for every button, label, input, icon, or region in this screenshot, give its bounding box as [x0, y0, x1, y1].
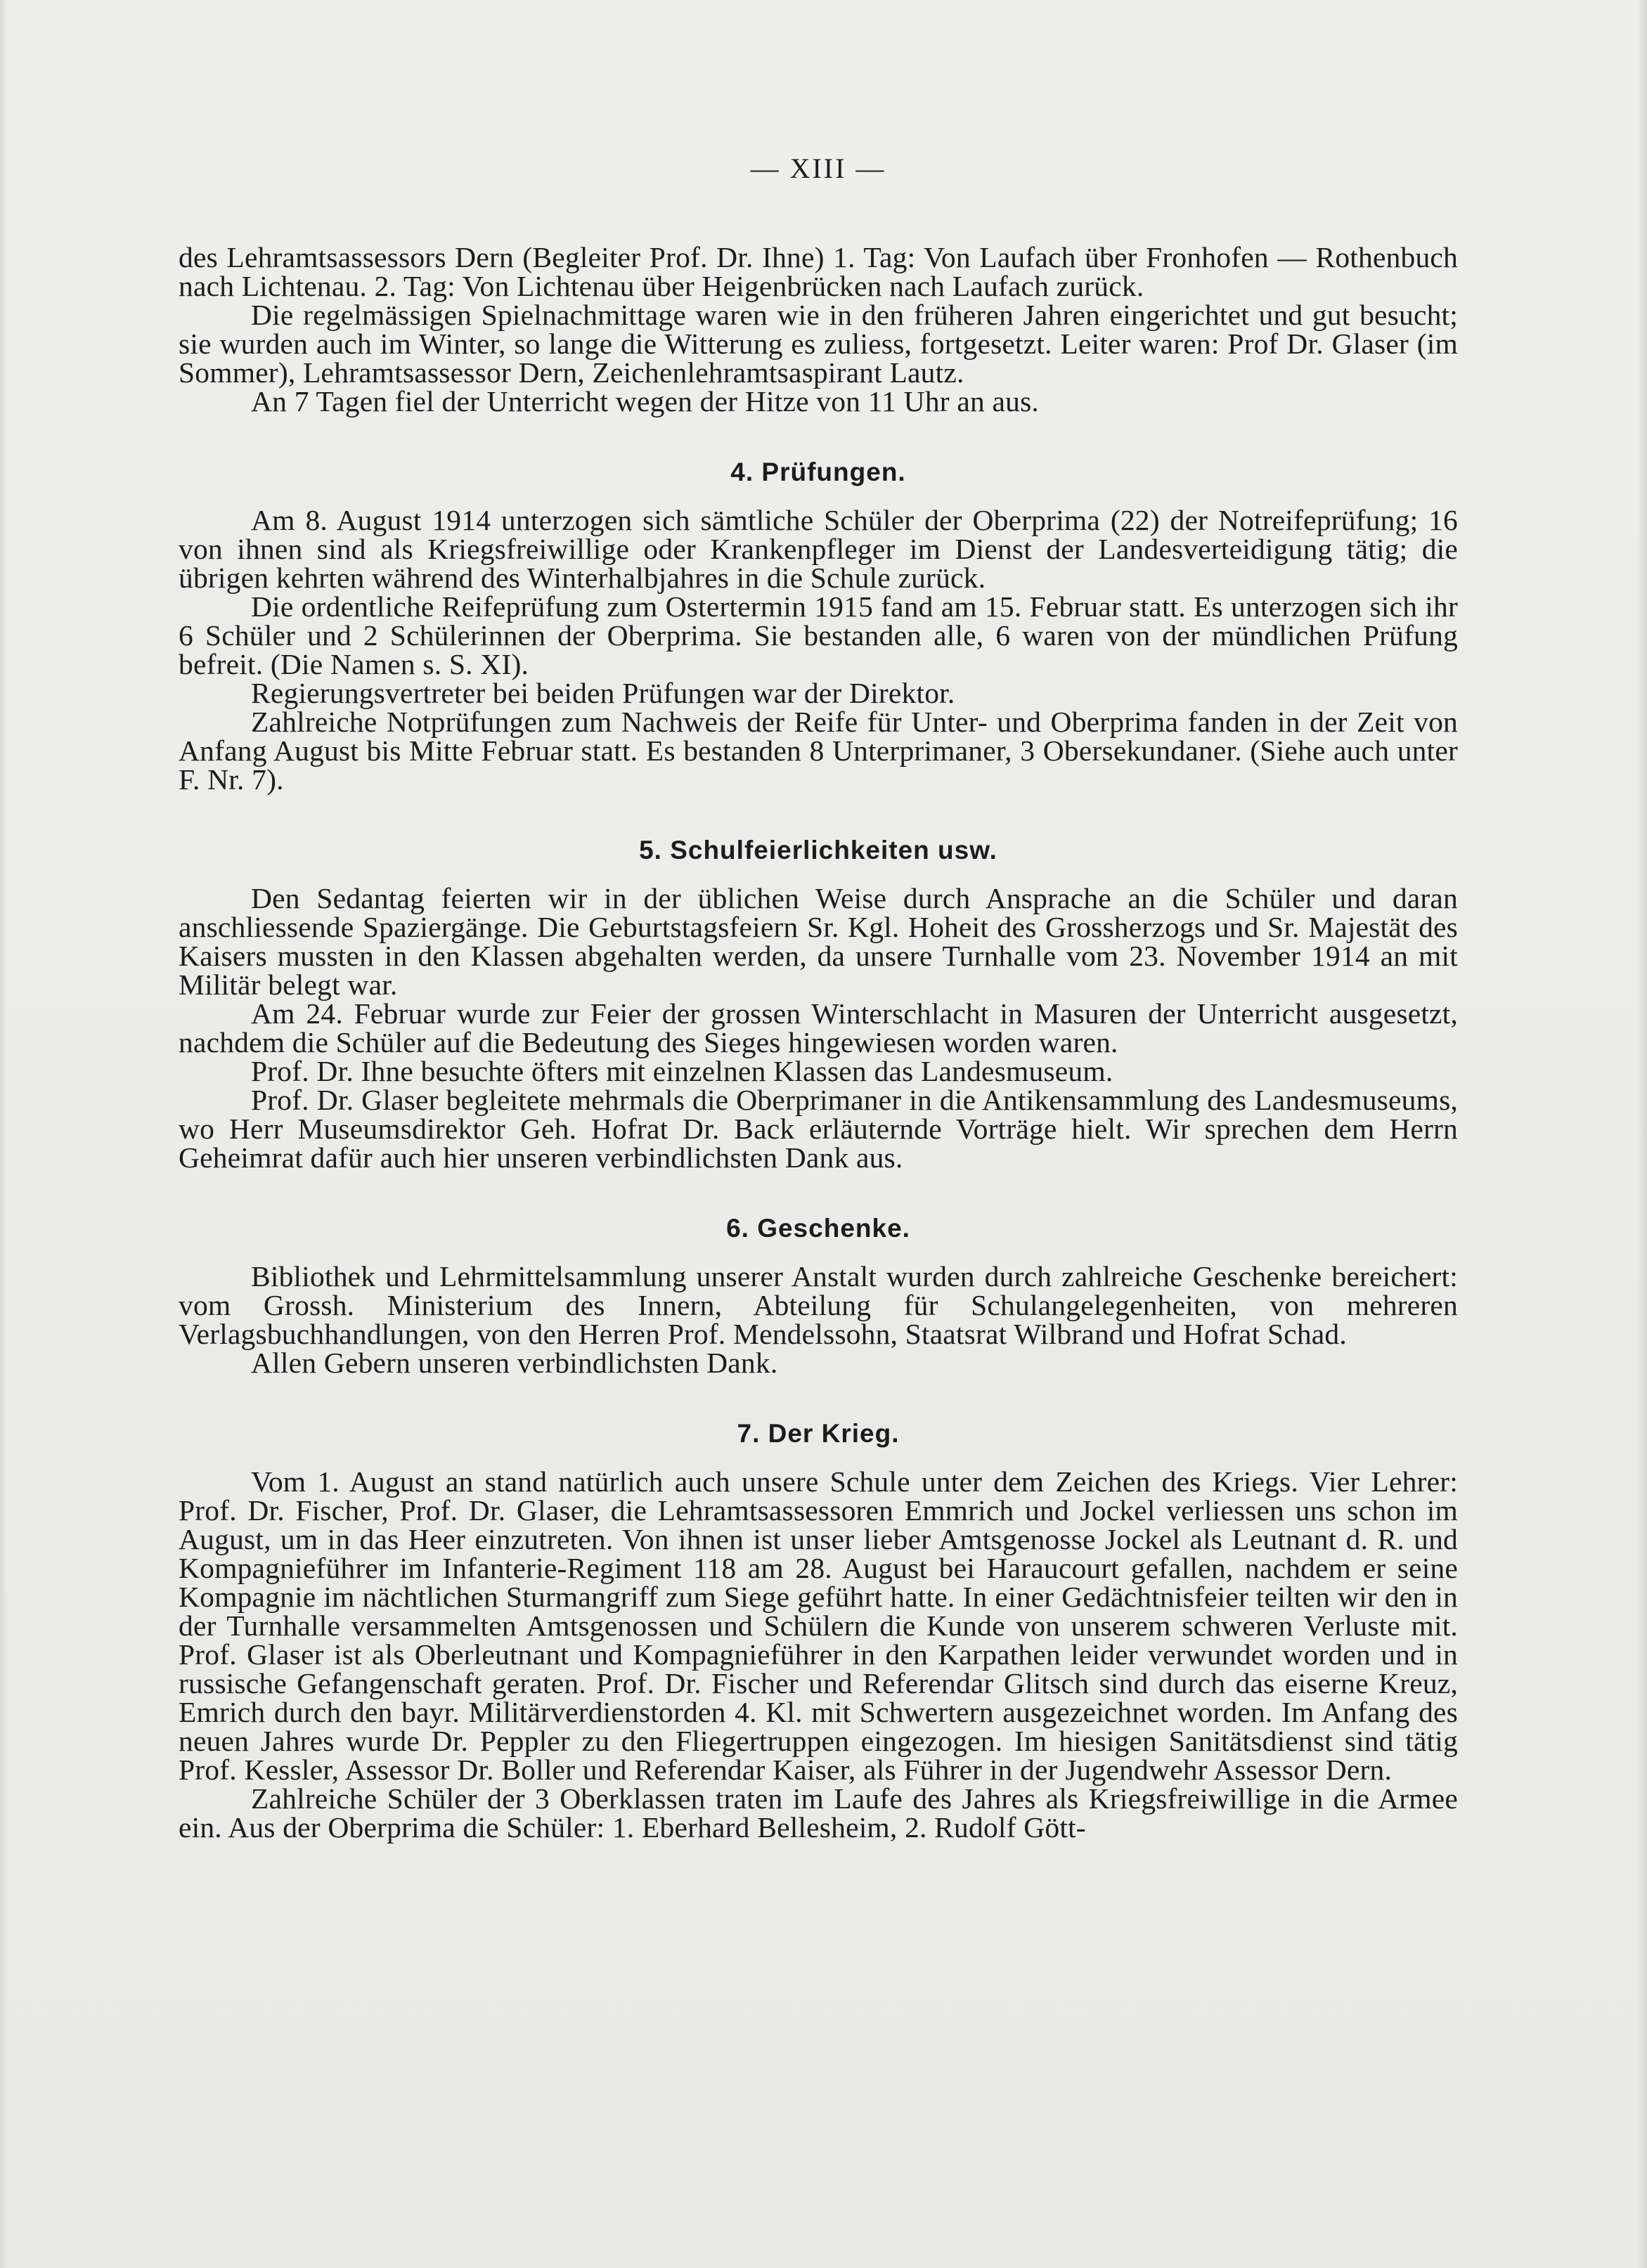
paragraph: Die ordentliche Reifeprüfung zum Ostertermin 1915 fand am 15. Februar statt. Es unterzogen sich ihr 6 Schüler und 2 Schülerinnen der Oberprima. Sie bestanden alle, 6 waren von der mündlichen Prüfung befreit. (Die Namen s. S. XI).: [179, 590, 1458, 680]
scan-edge-right: [1637, 0, 1647, 2268]
section-continuation: [179, 243, 1458, 416]
paragraph: Vom 1. August an stand natürlich auch unsere Schule unter dem Zeichen des Kriegs. Vier Lehrer: Prof. Dr. Fischer, Prof. Dr. Glaser, die Lehramtsassessoren Emmrich und Jockel verliessen uns schon im August, um in das Heer einzutreten. Von ihnen ist unser lieber Amtsgenosse Jockel als Leutnant d. R. und Kompagnieführer im Infanterie-Regiment 118 am 28. August bei Haraucourt gefallen, nachdem er seine Kompagnie im nächtlichen Sturmangriff zum Siege geführt hatte. In einer Gedächtnisfeier teilten wir den in der Turnhalle versammelten Amtsgenossen und Schülern die Kunde von unserem schweren Verluste mit. Prof. Glaser ist als Oberleutnant und Kompagnieführer in den Karpathen leider verwundet worden und in russische Gefangenschaft geraten. Prof. Dr. Fischer und Referendar Glitsch sind durch das eiserne Kreuz, Emrich durch den bayr. Militärverdienstorden 4. Kl. mit Schwertern ausgezeichnet worden. Im Anfang des neuen Jahres wurde Dr. Peppler zu den Fliegertruppen eingezogen. Im hiesigen Sanitätsdienst sind tätig Prof. Kessler, Assessor Dr. Boller und Referendar Kaiser, als Führer in der Jugendwehr Assessor Dern.: [179, 1465, 1458, 1786]
section-heading: 6. Geschenke.: [726, 1214, 910, 1243]
paragraph: Regierungsvertreter bei beiden Prüfungen war der Direktor.: [251, 677, 955, 709]
paragraph: Prof. Dr. Glaser begleitete mehrmals die Oberprimaner in die Antikensammlung des Landesmuseums, wo Herr Museumsdirektor Geh. Hofrat Dr. Back erläuternde Vorträge hielt. Wir sprechen dem Herrn Geheimrat dafür auch hier unseren verbindlichsten Dank aus.: [179, 1084, 1458, 1174]
section-pruefungen: [179, 458, 1458, 794]
paragraph: Zahlreiche Schüler der 3 Oberklassen traten im Laufe des Jahres als Kriegsfreiwillige in die Armee ein. Aus der Oberprima die Schüler: 1. Eberhard Bellesheim, 2. Rudolf Gött-: [179, 1782, 1458, 1843]
paragraph: Am 24. Februar wurde zur Feier der grossen Winterschlacht in Masuren der Unterricht ausgesetzt, nachdem die Schüler auf die Bedeutung des Sieges hingewiesen worden waren.: [179, 997, 1458, 1058]
section-heading: 4. Prüfungen.: [730, 458, 906, 486]
paragraph: Den Sedantag feierten wir in der üblichen Weise durch Ansprache an die Schüler und daran anschliessende Spaziergänge. Die Geburtstagsfeiern Sr. Kgl. Hoheit des Grossherzogs und Sr. Majestät des Kaisers mussten in den Klassen abgehalten werden, da unsere Turnhalle vom 23. November 1914 an mit Militär belegt war.: [179, 882, 1458, 1001]
paragraph: des Lehramtsassessors Dern (Begleiter Prof. Dr. Ihne) 1. Tag: Von Laufach über Fronhofen — Rothenbuch nach Lichtenau. 2. Tag: Von Lichtenau über Heigenbrücken nach Laufach zurück.: [179, 241, 1458, 302]
section-der-krieg: [179, 1420, 1458, 1842]
paragraph: Am 8. August 1914 unterzogen sich sämtliche Schüler der Oberprima (22) der Notreifeprüfung; 16 von ihnen sind als Kriegsfreiwillige oder Krankenpfleger im Dienst der Landesverteidigung tätig; die übrigen kehrten während des Winterhalbjahres in die Schule zurück.: [179, 504, 1458, 594]
paragraph: Zahlreiche Notprüfungen zum Nachweis der Reife für Unter- und Oberprima fanden in der Zeit von Anfang August bis Mitte Februar statt. Es bestanden 8 Unterprimaner, 3 Obersekundaner. (Siehe auch unter F. Nr. 7).: [179, 706, 1458, 796]
paragraph: An 7 Tagen fiel der Unterricht wegen der Hitze von 11 Uhr an aus.: [251, 385, 1039, 417]
section-geschenke: [179, 1214, 1458, 1378]
paragraph: Allen Gebern unseren verbindlichsten Dank.: [251, 1347, 778, 1379]
section-heading: 5. Schulfeierlichkeiten usw.: [639, 836, 997, 864]
section-schulfeierlichkeiten: [179, 836, 1458, 1172]
paragraph: Prof. Dr. Ihne besuchte öfters mit einzelnen Klassen das Landesmuseum.: [251, 1055, 1113, 1087]
text-block: [179, 155, 1458, 1842]
scan-edge-left: [0, 0, 7, 2268]
section-heading: 7. Der Krieg.: [737, 1419, 900, 1448]
page-number: — XIII —: [750, 153, 886, 184]
paragraph: Bibliothek und Lehrmittelsammlung unserer Anstalt wurden durch zahlreiche Geschenke bereichert: vom Grossh. Ministerium des Innern, Abteilung für Schulangelegenheiten, von mehreren Verlagsbuchhandlungen, von den Herren Prof. Mendelssohn, Staatsrat Wilbrand und Hofrat Schad.: [179, 1260, 1458, 1350]
paragraph: Die regelmässigen Spielnachmittage waren wie in den früheren Jahren eingerichtet und gut besucht; sie wurden auch im Winter, so lange die Witterung es zuliess, fortgesetzt. Leiter waren: Prof Dr. Glaser (im Sommer), Lehramtsassessor Dern, Zeichenlehramtsaspirant Lautz.: [179, 299, 1458, 389]
